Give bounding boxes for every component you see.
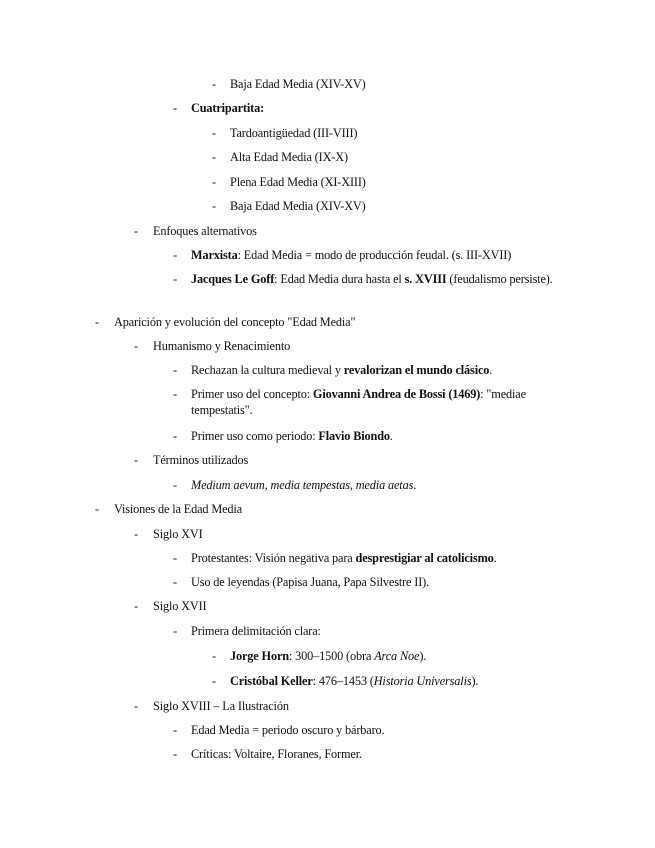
- bullet-dash: -: [212, 175, 216, 189]
- bold-text: Giovanni Andrea de Bossi (1469): [312, 387, 481, 401]
- outline-item-text: [230, 174, 366, 190]
- text-segment: .: [413, 478, 417, 492]
- outline-item-text: [114, 501, 242, 517]
- italic-text: Arca Noe: [374, 649, 420, 663]
- outline-item-text: [191, 623, 561, 639]
- bullet-dash: -: [134, 339, 138, 353]
- bullet-dash: -: [173, 272, 177, 286]
- bold-text: Marxista: [191, 248, 238, 262]
- text-segment: Tardoantigüedad (III-VIII): [230, 126, 358, 140]
- bullet-dash: -: [173, 429, 177, 443]
- outline-item-text: [153, 598, 207, 614]
- bullet-dash: -: [134, 699, 138, 713]
- text-segment: .: [493, 551, 497, 565]
- text-segment: : Edad Media dura hasta el: [274, 272, 405, 286]
- text-segment: Alta Edad Media (IX-X): [230, 150, 348, 164]
- text-segment: Baja Edad Media (XIV-XV): [230, 199, 366, 213]
- outline-item-text: [191, 271, 561, 287]
- text-segment: : "mediae tempestatis".: [191, 387, 526, 417]
- outline-item-text: [230, 648, 426, 664]
- outline-item-text: [191, 550, 561, 566]
- text-segment: Visiones de la Edad Media: [114, 502, 243, 516]
- text-segment: .: [389, 429, 393, 443]
- outline-item-text: [230, 125, 357, 141]
- text-segment: Primera delimitación clara:: [191, 624, 321, 638]
- outline-item-text: [191, 746, 561, 762]
- text-segment: Términos utilizados: [153, 453, 249, 467]
- text-segment: Enfoques alternativos: [153, 224, 257, 238]
- bullet-dash: -: [134, 527, 138, 541]
- text-segment: ).: [419, 649, 427, 663]
- italic-text: Medium aevum: [191, 478, 265, 492]
- text-segment: Protestantes: Visión negativa para: [191, 551, 356, 565]
- text-segment: ).: [471, 674, 479, 688]
- outline-item-text: [191, 428, 561, 444]
- bold-text: revalorizan el mundo clásico: [343, 363, 490, 377]
- text-segment: : 476–1453 (: [312, 674, 374, 688]
- bullet-dash: -: [173, 551, 177, 565]
- text-segment: ,: [264, 478, 271, 492]
- outline-item-text: [191, 100, 561, 116]
- text-segment: .: [489, 363, 493, 377]
- bold-text: Cuatripartita:: [191, 101, 265, 115]
- bullet-dash: -: [173, 387, 177, 401]
- outline-item-text: [191, 247, 561, 263]
- bullet-dash: -: [134, 453, 138, 467]
- text-segment: (feudalismo persiste).: [446, 272, 553, 286]
- outline-item-text: [191, 386, 561, 418]
- bullet-dash: -: [212, 77, 216, 91]
- bullet-dash: -: [212, 150, 216, 164]
- italic-text: media tempestas: [270, 478, 350, 492]
- bold-text: s. XVIII: [404, 272, 447, 286]
- outline-item-text: [153, 526, 203, 542]
- outline-item-text: [230, 198, 366, 214]
- text-segment: Uso de leyendas (Papisa Juana, Papa Silvestre II).: [191, 575, 430, 589]
- text-segment: Primer uso como periodo:: [191, 429, 319, 443]
- outline-item-text: [230, 149, 348, 165]
- text-segment: Siglo XVI: [153, 527, 203, 541]
- italic-text: media aetas: [355, 478, 414, 492]
- bold-text: Jorge Horn: [230, 649, 289, 663]
- outline-item-text: [191, 574, 561, 590]
- bullet-dash: -: [173, 747, 177, 761]
- outline-item-text: [191, 722, 561, 738]
- outline-item-text: [191, 477, 561, 493]
- bullet-dash: -: [95, 315, 99, 329]
- text-segment: Humanismo y Renacimiento: [153, 339, 291, 353]
- bullet-dash: -: [134, 224, 138, 238]
- text-segment: ,: [349, 478, 356, 492]
- text-segment: Siglo XVIII – La Ilustración: [153, 699, 289, 713]
- italic-text: Historia Universalis: [373, 674, 472, 688]
- text-segment: Aparición y evolución del concepto "Edad Media": [114, 315, 356, 329]
- bold-text: desprestigiar al catolicismo: [355, 551, 494, 565]
- outline-item-text: [153, 338, 290, 354]
- text-segment: Rechazan la cultura medieval y: [191, 363, 344, 377]
- outline-item-text: [153, 698, 289, 714]
- bullet-dash: -: [212, 126, 216, 140]
- outline-item-text: [153, 452, 248, 468]
- bullet-dash: -: [134, 599, 138, 613]
- bullet-dash: -: [173, 363, 177, 377]
- bullet-dash: -: [173, 101, 177, 115]
- text-segment: : 300–1500 (obra: [288, 649, 375, 663]
- text-segment: Siglo XVII: [153, 599, 207, 613]
- outline-item-text: [153, 223, 257, 239]
- bold-text: Cristóbal Keller: [230, 674, 313, 688]
- bold-text: Jacques Le Goff: [191, 272, 275, 286]
- bullet-dash: -: [173, 575, 177, 589]
- outline-item-text: [114, 314, 355, 330]
- bullet-dash: -: [212, 674, 216, 688]
- text-segment: Primer uso del concepto:: [191, 387, 313, 401]
- text-segment: Baja Edad Media (XIV-XV): [230, 77, 366, 91]
- outline-item-text: [230, 76, 366, 92]
- text-segment: Críticas: Voltaire, Floranes, Former.: [191, 747, 362, 761]
- text-segment: Plena Edad Media (XI-XIII): [230, 175, 366, 189]
- bullet-dash: -: [212, 199, 216, 213]
- text-segment: : Edad Media = modo de producción feudal. (s. III-XVII): [237, 248, 512, 262]
- outline-item-text: [191, 362, 561, 378]
- bullet-dash: -: [173, 723, 177, 737]
- bullet-dash: -: [95, 502, 99, 516]
- outline-item-text: [230, 673, 478, 689]
- bullet-dash: -: [173, 478, 177, 492]
- bullet-dash: -: [173, 248, 177, 262]
- text-segment: Edad Media = periodo oscuro y bárbaro.: [191, 723, 385, 737]
- bold-text: Flavio Biondo: [318, 429, 390, 443]
- bullet-dash: -: [173, 624, 177, 638]
- bullet-dash: -: [212, 649, 216, 663]
